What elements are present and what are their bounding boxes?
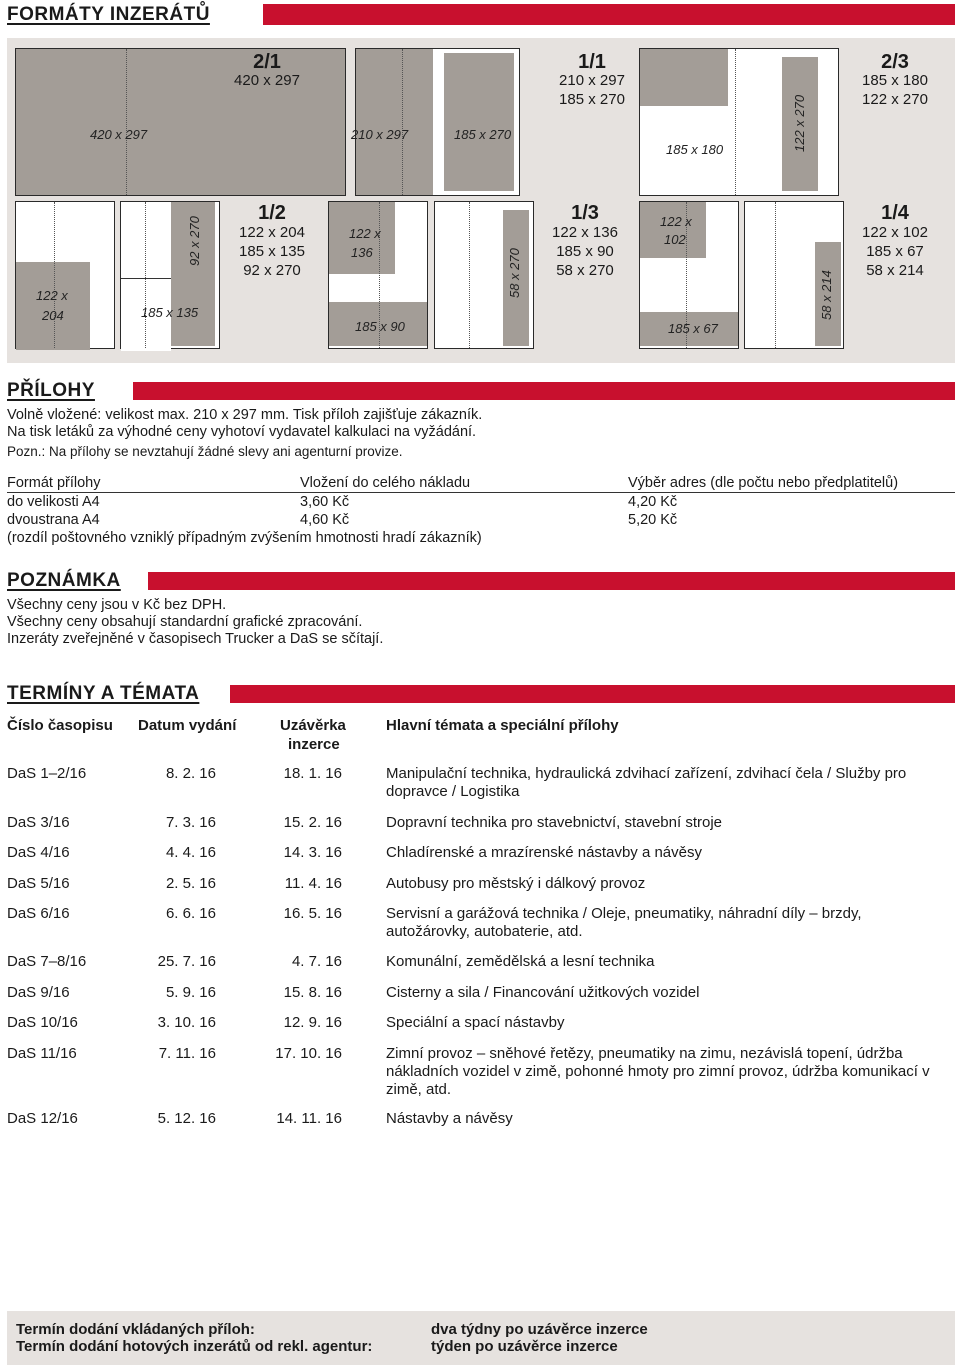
col-header-date: Datum vydání <box>138 717 237 734</box>
size-line: 122 x 136 <box>552 224 618 241</box>
cell-topic: Speciální a spací nástavby <box>386 1014 565 1031</box>
format-label: 122 x <box>36 288 68 303</box>
size-line: 185 x 270 <box>559 91 625 108</box>
size-line: 185 x 135 <box>239 243 305 260</box>
prilohy-table-header <box>7 475 955 493</box>
size-line: 58 x 270 <box>556 262 614 279</box>
cell-issue: DaS 7–8/16 <box>7 953 87 970</box>
format-half-a <box>15 201 115 349</box>
format-group-sizes <box>535 223 635 280</box>
format-label: 185 x 67 <box>668 321 718 336</box>
size-line: 185 x 180 <box>862 72 928 89</box>
poznamka-line: Všechny ceny obsahují standardní grafické zpracování. <box>7 614 363 630</box>
format-quarter-b <box>744 201 844 349</box>
format-half-b <box>120 201 220 349</box>
prilohy-line: Volně vložené: velikost max. 210 x 297 mm. Tisk příloh zajišťuje zákazník. <box>7 407 483 423</box>
cell-date: 25. 7. 16 <box>157 953 216 970</box>
cell: 4,20 Kč <box>628 494 678 510</box>
cell-topic: Komunální, zemědělská a lesní technika <box>386 953 655 970</box>
format-label: 185 x 90 <box>355 319 405 334</box>
cell-date: 4. 4. 16 <box>165 844 216 861</box>
cell-issue: DaS 1–2/16 <box>7 765 87 782</box>
format-group-title: 1/3 <box>571 202 599 224</box>
cell-close: 18. 1. 16 <box>283 765 342 782</box>
col-header: Vložení do celého nákladu <box>300 475 471 491</box>
format-label: 136 <box>351 245 373 260</box>
cell-date: 3. 10. 16 <box>157 1014 216 1031</box>
cell: dvoustrana A4 <box>7 512 100 528</box>
format-label: 210 x 297 <box>351 127 409 142</box>
format-group-sizes <box>845 71 945 109</box>
cell: 5,20 Kč <box>628 512 678 528</box>
cell-close: 14. 3. 16 <box>283 844 342 861</box>
cell: do velikosti A4 <box>7 494 100 510</box>
size-line: 185 x 90 <box>556 243 614 260</box>
size-line: 122 x 270 <box>862 91 928 108</box>
cell-topic: Zimní provoz – sněhové řetězy, pneumatiky na zimu, nezávislá topení, údržba nákladních vozidel v zimě, pohonné hmoty pro zimní provoz, údržba komunikací v zimě, atd. <box>386 1045 930 1098</box>
cell-close: 15. 2. 16 <box>283 814 342 831</box>
cell: 3,60 Kč <box>300 494 350 510</box>
cell-date: 7. 3. 16 <box>165 814 216 831</box>
formats-title-bar <box>263 4 955 25</box>
cell-close: 11. 4. 16 <box>284 875 342 892</box>
format-label: 58 x 270 <box>507 248 522 298</box>
col-header-topic: Hlavní témata a speciální přílohy <box>386 717 619 734</box>
cell-close: 15. 8. 16 <box>283 984 342 1001</box>
terminy-title: TERMÍNY A TÉMATA <box>7 683 200 704</box>
cell-date: 5. 12. 16 <box>157 1110 216 1127</box>
format-label: 204 <box>42 308 64 323</box>
format-group-sizes <box>845 223 945 280</box>
format-quarter-a <box>639 201 739 349</box>
cell-topic: Manipulační technika, hydraulická zdvihací zařízení, zdvihací čela / Služby pro dopravce / Logistika <box>386 765 907 800</box>
cell-date: 8. 2. 16 <box>165 765 216 782</box>
terminy-title-bar <box>230 685 955 703</box>
prilohy-title: PŘÍLOHY <box>7 380 95 401</box>
format-group-sizes: 420 x 297 <box>234 72 300 89</box>
cell-topic: Cisterny a sila / Financování užitkových vozidel <box>386 984 700 1001</box>
cell-topic: Nástavby a návěsy <box>386 1110 513 1127</box>
delivery-footer <box>7 1311 955 1365</box>
cell-date: 6. 6. 16 <box>165 905 216 922</box>
cell-topic: Servisní a garážová technika / Oleje, pneumatiky, náhradní díly – brzdy, autožárovky, autobaterie, atd. <box>386 905 862 940</box>
size-line: 122 x 204 <box>239 224 305 241</box>
footer-label: Termín dodání vkládaných příloh: <box>16 1321 255 1338</box>
cell-date: 7. 11. 16 <box>158 1045 216 1062</box>
format-label: 185 x 135 <box>141 305 199 320</box>
prilohy-line: Na tisk letáků za výhodné ceny vyhotoví vydavatel kalkulaci na vyžádání. <box>7 424 477 440</box>
cell-close: 14. 11. 16 <box>276 1110 342 1127</box>
formats-title: FORMÁTY INZERÁTŮ <box>7 4 210 25</box>
cell-topic: Dopravní technika pro stavebnictví, stavební stroje <box>386 814 723 831</box>
format-label: 122 x <box>660 214 692 229</box>
col-header: Formát přílohy <box>7 475 101 491</box>
cell-issue: DaS 11/16 <box>7 1045 77 1062</box>
format-group-title: 1/4 <box>881 202 909 224</box>
cell-issue: DaS 6/16 <box>7 905 70 922</box>
size-line: 210 x 297 <box>559 72 625 89</box>
format-label: 122 x <box>349 226 381 241</box>
col-header: Výběr adres (dle počtu nebo předplatitelů) <box>628 475 899 491</box>
cell-close: 16. 5. 16 <box>283 905 342 922</box>
format-2-3-page <box>639 48 839 196</box>
poznamka-line: Všechny ceny jsou v Kč bez DPH. <box>7 597 227 613</box>
col-header-issue: Číslo časopisu <box>7 717 113 734</box>
cell-date: 5. 9. 16 <box>165 984 216 1001</box>
format-label: 420 x 297 <box>90 127 148 142</box>
footer-value: dva týdny po uzávěrce inzerce <box>431 1321 648 1338</box>
format-group-sizes <box>542 71 642 109</box>
footer-label: Termín dodání hotových inzerátů od rekl. agentur: <box>16 1338 373 1355</box>
format-third-b <box>434 201 534 349</box>
prilohy-table-row <box>7 512 955 529</box>
cell: 4,60 Kč <box>300 512 350 528</box>
cell-issue: DaS 12/16 <box>7 1110 78 1127</box>
cell-close: 12. 9. 16 <box>283 1014 342 1031</box>
footer-value: týden po uzávěrce inzerce <box>431 1338 618 1355</box>
format-label: 122 x 270 <box>792 94 807 152</box>
prilohy-title-bar <box>133 382 955 400</box>
prilohy-postage-note: (rozdíl poštovného vzniklý případným zvýšením hmotnosti hradí zákazník) <box>7 530 482 546</box>
format-label: 185 x 270 <box>454 127 512 142</box>
cell-issue: DaS 10/16 <box>7 1014 78 1031</box>
poznamka-title-bar <box>148 572 955 590</box>
format-label: 58 x 214 <box>819 270 834 320</box>
col-header-close: Uzávěrka <box>280 717 346 734</box>
format-label: 92 x 270 <box>187 216 202 266</box>
poznamka-line: Inzeráty zveřejněné v časopisech Trucker a DaS se sčítají. <box>7 631 384 647</box>
poznamka-title: POZNÁMKA <box>7 570 121 591</box>
cell-issue: DaS 9/16 <box>7 984 70 1001</box>
size-line: 58 x 214 <box>866 262 924 279</box>
cell-close: 4. 7. 16 <box>291 953 342 970</box>
cell-date: 2. 5. 16 <box>165 875 216 892</box>
format-group-title: 2/1 <box>253 51 281 73</box>
col-header-close-2: inzerce <box>288 736 340 753</box>
format-group-sizes <box>222 223 322 280</box>
format-third-a <box>328 201 428 349</box>
size-line: 92 x 270 <box>243 262 301 279</box>
prilohy-note: Pozn.: Na přílohy se nevztahují žádné slevy ani agenturní provize. <box>7 444 403 459</box>
format-label: 185 x 180 <box>666 142 724 157</box>
cell-topic: Autobusy pro městský i dálkový provoz <box>386 875 646 892</box>
formats-panel <box>7 38 955 363</box>
cell-issue: DaS 3/16 <box>7 814 70 831</box>
size-line: 185 x 67 <box>866 243 924 260</box>
format-1-1-page <box>351 48 520 196</box>
format-group-title: 2/3 <box>881 51 909 73</box>
cell-issue: DaS 4/16 <box>7 844 70 861</box>
format-group-title: 1/1 <box>578 51 606 73</box>
size-line: 122 x 102 <box>862 224 928 241</box>
format-group-title: 1/2 <box>258 202 286 224</box>
prilohy-table-row <box>7 494 955 511</box>
format-label: 102 <box>664 232 686 247</box>
cell-issue: DaS 5/16 <box>7 875 70 892</box>
cell-close: 17. 10. 16 <box>275 1045 342 1062</box>
cell-topic: Chladírenské a mrazírenské nástavby a návěsy <box>386 844 702 861</box>
